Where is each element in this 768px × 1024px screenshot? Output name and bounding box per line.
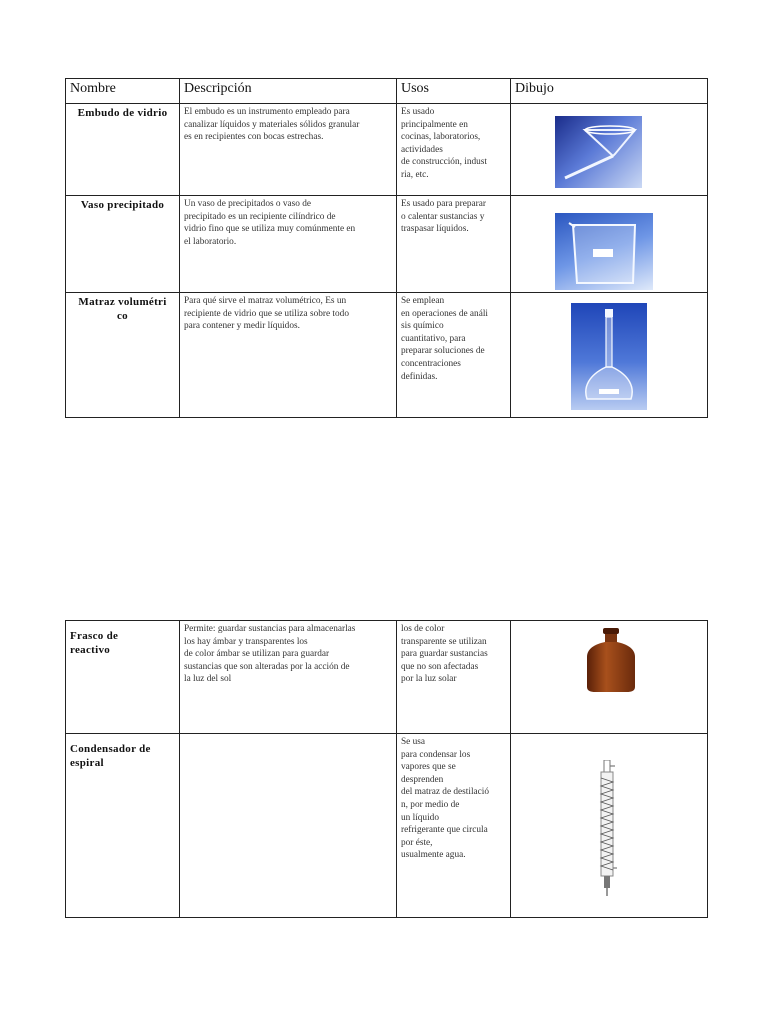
uses-line: para guardar sustancias [401, 649, 488, 660]
row-name-cell [66, 734, 180, 918]
lab-equipment-table-2 [65, 620, 708, 918]
uses-line: cocinas, laboratorios, [401, 132, 481, 143]
row-description-cell [180, 196, 397, 293]
uses-line: en operaciones de análi [401, 308, 488, 319]
row-drawing-cell [511, 196, 708, 293]
uses-line: vapores que se [401, 762, 456, 773]
row-uses-cell [397, 621, 511, 734]
uses-line: de construcción, indust [401, 157, 487, 168]
uses-line: refrigerante que circula [401, 825, 488, 836]
header-name: Nombre [66, 79, 180, 104]
row-drawing-cell [511, 734, 708, 918]
row-name: reactivo [70, 644, 111, 656]
table-row-volumetric-flask [66, 293, 708, 418]
row-description-cell [180, 293, 397, 418]
uses-line: actividades [401, 144, 443, 155]
row-name: Vaso precipitado [80, 199, 165, 211]
header-uses: Usos [397, 79, 511, 104]
row-description-cell [180, 104, 397, 196]
uses-line: por la luz solar [401, 674, 457, 685]
row-name: espiral [70, 757, 104, 769]
description-line: Un vaso de precipitados o vaso de [184, 199, 312, 209]
uses-line: traspasar líquidos. [401, 224, 469, 235]
uses-line: desprenden [401, 774, 444, 785]
row-uses-cell [397, 104, 511, 196]
description-line: Permite: guardar sustancias para almacenarlas [184, 624, 356, 634]
header-drawing: Dibujo [511, 79, 708, 104]
description-line: los hay ámbar y transparentes los [184, 636, 308, 647]
uses-line: Se emplean [401, 296, 445, 306]
uses-line: concentraciones [401, 358, 461, 369]
row-name-cell [66, 196, 180, 293]
uses-line: definidas. [401, 371, 438, 382]
spiral-condenser-image [597, 760, 617, 896]
row-name: Frasco de [70, 630, 119, 642]
row-uses-cell [397, 196, 511, 293]
row-description-cell [180, 734, 397, 918]
description-line: el laboratorio. [184, 236, 237, 247]
uses-line: principalmente en [401, 119, 468, 130]
uses-line: ria, etc. [401, 169, 429, 180]
description-line: es en recipientes con bocas estrechas. [184, 132, 324, 143]
row-name-cell [66, 293, 180, 418]
description-line: canalizar líquidos y materiales sólidos granular [184, 119, 360, 130]
description-line: recipiente de vidrio que se utiliza sobre todo [184, 308, 349, 319]
table-row-reagent-bottle [66, 621, 708, 734]
description-line: la luz del sol [184, 674, 232, 685]
description-line: vidrio fino que se utiliza muy comúnmente en [184, 224, 356, 235]
uses-line: transparente se utilizan [401, 636, 487, 647]
uses-line: un líquido [401, 812, 439, 823]
row-name: Matraz volumétri [78, 296, 167, 308]
uses-line: cuantitativo, para [401, 333, 466, 344]
table-header-row [66, 79, 708, 104]
row-name: co [117, 310, 128, 322]
description-line: sustancias que son alteradas por la acción de [184, 661, 350, 672]
uses-line: del matraz de destilació [401, 787, 490, 798]
uses-line: usualmente agua. [401, 850, 466, 861]
description-line: de color ámbar se utilizan para guardar [184, 649, 330, 660]
uses-line: sis químico [401, 321, 444, 332]
uses-line: que no son afectadas [401, 661, 479, 672]
row-description-cell [180, 621, 397, 734]
uses-line: los de color [401, 624, 445, 634]
volumetric-flask-image [571, 303, 647, 410]
table-row-beaker [66, 196, 708, 293]
reagent-bottle-image [583, 627, 639, 693]
uses-line: para condensar los [401, 749, 471, 760]
row-drawing-cell [511, 621, 708, 734]
row-drawing-cell [511, 293, 708, 418]
beaker-image [555, 213, 653, 290]
row-name: Condensador de [70, 743, 151, 755]
description-line: para contener y medir líquidos. [184, 321, 300, 332]
description-line: precipitado es un recipiente cilíndrico de [184, 211, 336, 222]
glass-funnel-image [555, 116, 642, 188]
lab-equipment-table-1 [65, 78, 708, 418]
row-uses-cell [397, 734, 511, 918]
row-drawing-cell [511, 104, 708, 196]
table-row-funnel [66, 104, 708, 196]
row-name-cell [66, 104, 180, 196]
header-description: Descripción [180, 79, 397, 104]
uses-line: por éste, [401, 837, 433, 848]
uses-line: preparar soluciones de [401, 346, 485, 357]
uses-line: Es usado para preparar [401, 199, 486, 209]
description-line: El embudo es un instrumento empleado para [184, 107, 350, 117]
row-name-cell [66, 621, 180, 734]
row-name: Embudo de vidrio [77, 107, 168, 119]
uses-line: Se usa [401, 737, 426, 747]
row-uses-cell [397, 293, 511, 418]
uses-line: n, por medio de [401, 799, 460, 810]
uses-line: Es usado [401, 107, 435, 117]
description-line: Para qué sirve el matraz volumétrico, Es un [184, 296, 347, 306]
uses-line: o calentar sustancias y [401, 211, 485, 222]
table-row-spiral-condenser [66, 734, 708, 918]
